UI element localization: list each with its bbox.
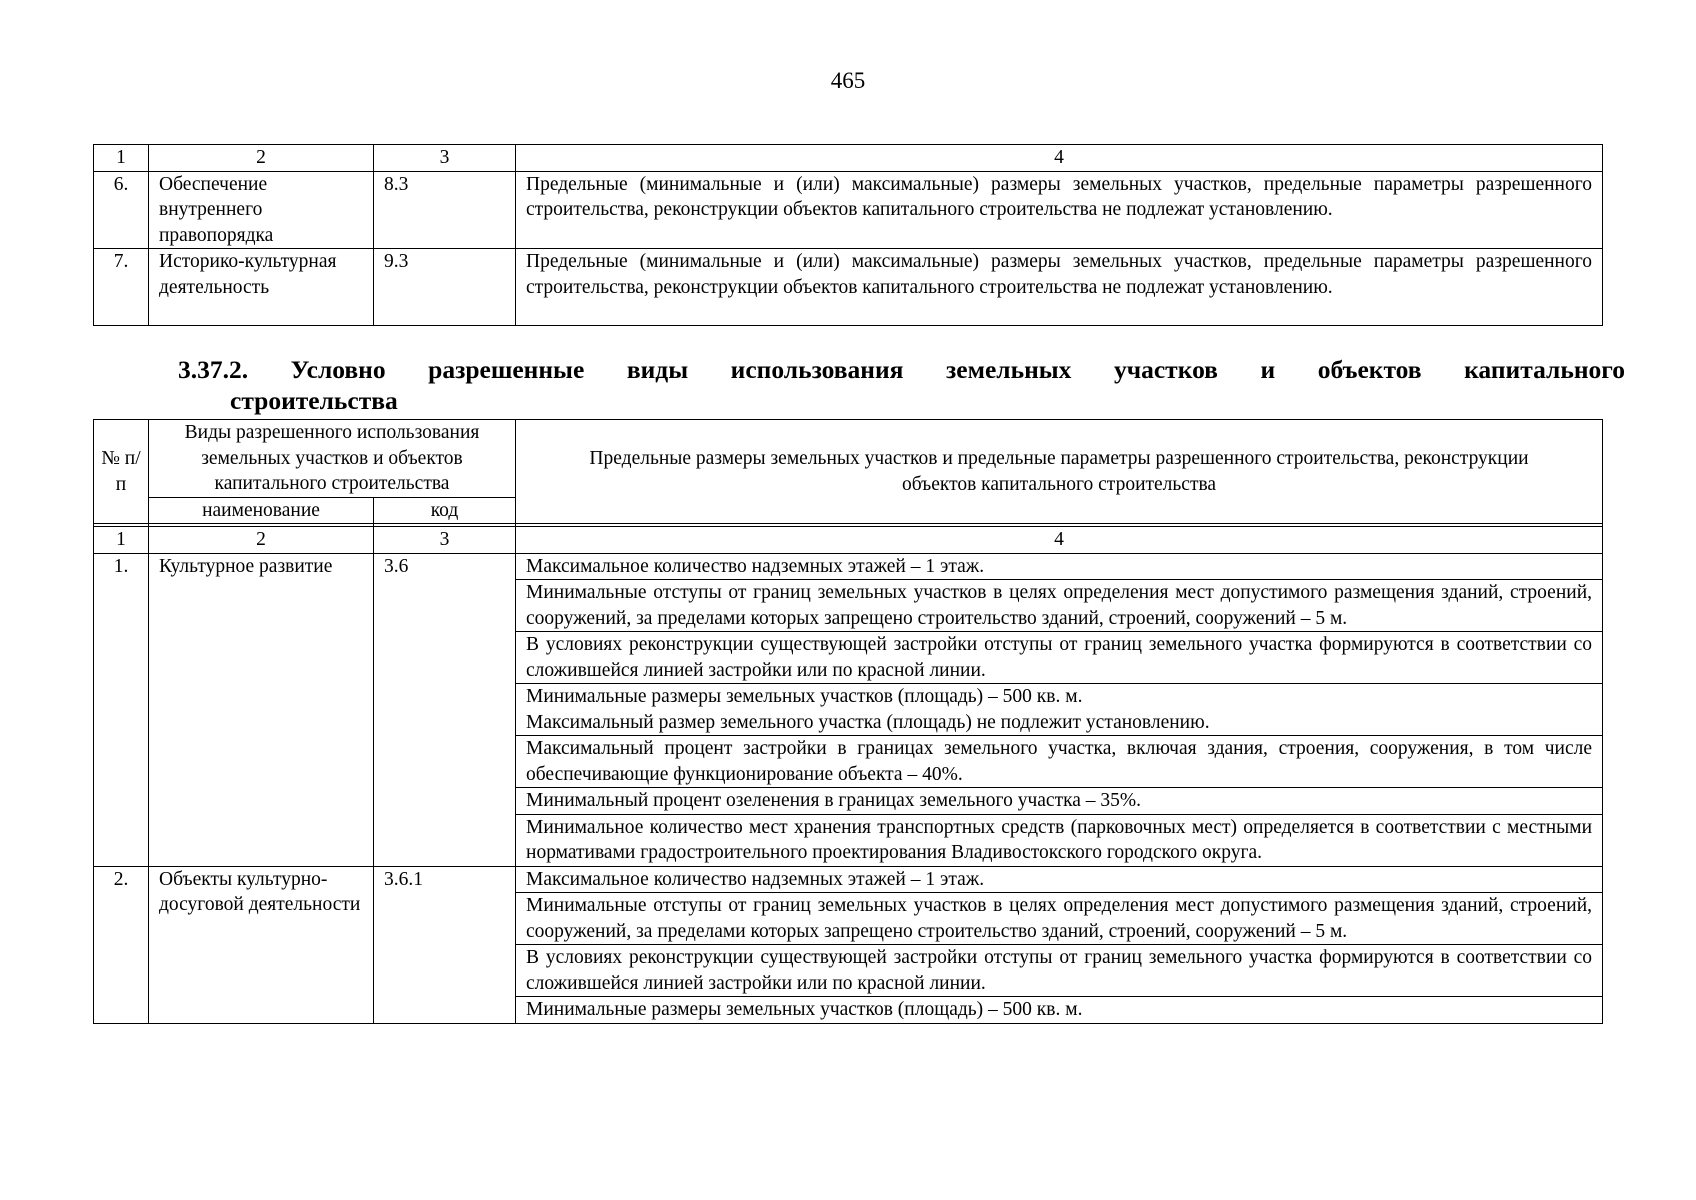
section-heading-line2: строительства	[230, 386, 398, 415]
use-name: Объекты культурно-досуговой деятельности	[149, 866, 374, 1023]
row-number: 2.	[94, 866, 149, 1023]
row-number: 1.	[94, 553, 149, 866]
column-number: 2	[149, 145, 374, 172]
column-number: 3	[374, 145, 516, 172]
table-row	[94, 866, 1603, 893]
column-number: 1	[94, 145, 149, 172]
use-name: Культурное развитие	[149, 553, 374, 866]
heading-word: использования	[730, 355, 904, 384]
heading-word: земельных	[946, 355, 1072, 384]
parameter-item: Максимальный процент застройки в границах земельного участка, включая здания, строения, сооружения, в том числе обеспечивающие функционирование объекта – 40%.	[516, 736, 1603, 788]
use-code: 8.3	[374, 171, 516, 249]
heading-word: и	[1260, 355, 1276, 384]
use-name: Историко-культурная деятельность	[149, 249, 374, 326]
header-use-group: Виды разрешенного использования земельных участков и объектов капитального строительства	[149, 420, 516, 498]
parameter-item: Минимальные отступы от границ земельных участков в целях определения мест допустимого размещения зданий, строений, сооружений, за пределами которых запрещено строительство зданий, строений, сооружений – 5 м.	[516, 580, 1603, 632]
heading-word: Условно	[290, 355, 386, 384]
header-row	[94, 420, 1603, 498]
use-code: 3.6.1	[374, 866, 516, 1023]
heading-word: виды	[626, 355, 689, 384]
page-number: 465	[830, 68, 866, 93]
parameter-item: В условиях реконструкции существующей застройки отступы от границ земельного участка формируются в соответствии со сложившейся линией застройки или по красной линии.	[516, 632, 1603, 684]
section-heading-line1	[178, 354, 1625, 385]
column-number: 4	[516, 145, 1603, 172]
column-number: 4	[516, 527, 1603, 554]
heading-word: капитального	[1464, 355, 1625, 384]
parameter-item: Минимальные размеры земельных участков (площадь) – 500 кв. м. Максимальный размер земельного участка (площадь) не подлежит установлению.	[516, 684, 1603, 736]
header-parameters: Предельные размеры земельных участков и предельные параметры разрешенного строительства, реконструкции объектов капитального строительства	[516, 420, 1603, 524]
permitted-uses-table-continued	[93, 144, 1603, 326]
use-code: 3.6	[374, 553, 516, 866]
parameter-item: Минимальные размеры земельных участков (площадь) – 500 кв. м.	[516, 997, 1603, 1024]
parameter-item: Максимальное количество надземных этажей – 1 этаж.	[516, 553, 1603, 580]
heading-word: разрешенные	[428, 355, 585, 384]
row-number: 7.	[94, 249, 149, 326]
table-row	[94, 249, 1603, 326]
heading-word: участков	[1113, 355, 1218, 384]
parameter-item: Минимальное количество мест хранения транспортных средств (парковочных мест) определяется в соответствии с местными нормативами градостроительного проектирования Владивостокского городского округа.	[516, 814, 1603, 866]
section-heading	[178, 354, 1625, 416]
section-number: 3.37.2.	[178, 355, 249, 384]
table-row	[94, 553, 1603, 580]
use-name: Обеспечение внутреннего правопорядка	[149, 171, 374, 249]
table-row	[94, 171, 1603, 249]
header-code: код	[374, 497, 516, 524]
column-number-row	[94, 527, 1603, 554]
heading-word: объектов	[1317, 355, 1422, 384]
header-row-number: № п/п	[94, 420, 149, 524]
conditional-uses-table	[93, 419, 1603, 1024]
parameter-item: Минимальный процент озеленения в границах земельного участка – 35%.	[516, 788, 1603, 815]
column-number: 2	[149, 527, 374, 554]
parameter-item: В условиях реконструкции существующей застройки отступы от границ земельного участка формируются в соответствии со сложившейся линией застройки или по красной линии.	[516, 945, 1603, 997]
column-number: 3	[374, 527, 516, 554]
parameter-item: Максимальное количество надземных этажей – 1 этаж.	[516, 866, 1603, 893]
parameter-item: Минимальные отступы от границ земельных участков в целях определения мест допустимого размещения зданий, строений, сооружений, за пределами которых запрещено строительство зданий, строений, сооружений – 5 м.	[516, 893, 1603, 945]
column-number-row	[94, 145, 1603, 172]
header-name: наименование	[149, 497, 374, 524]
column-number: 1	[94, 527, 149, 554]
parameters-text: Предельные (минимальные и (или) максимальные) размеры земельных участков, предельные параметры разрешенного строительства, реконструкции объектов капитального строительства не подлежат установлению.	[516, 249, 1603, 326]
row-number: 6.	[94, 171, 149, 249]
use-code: 9.3	[374, 249, 516, 326]
parameters-text: Предельные (минимальные и (или) максимальные) размеры земельных участков, предельные параметры разрешенного строительства, реконструкции объектов капитального строительства не подлежат установлению.	[516, 171, 1603, 249]
